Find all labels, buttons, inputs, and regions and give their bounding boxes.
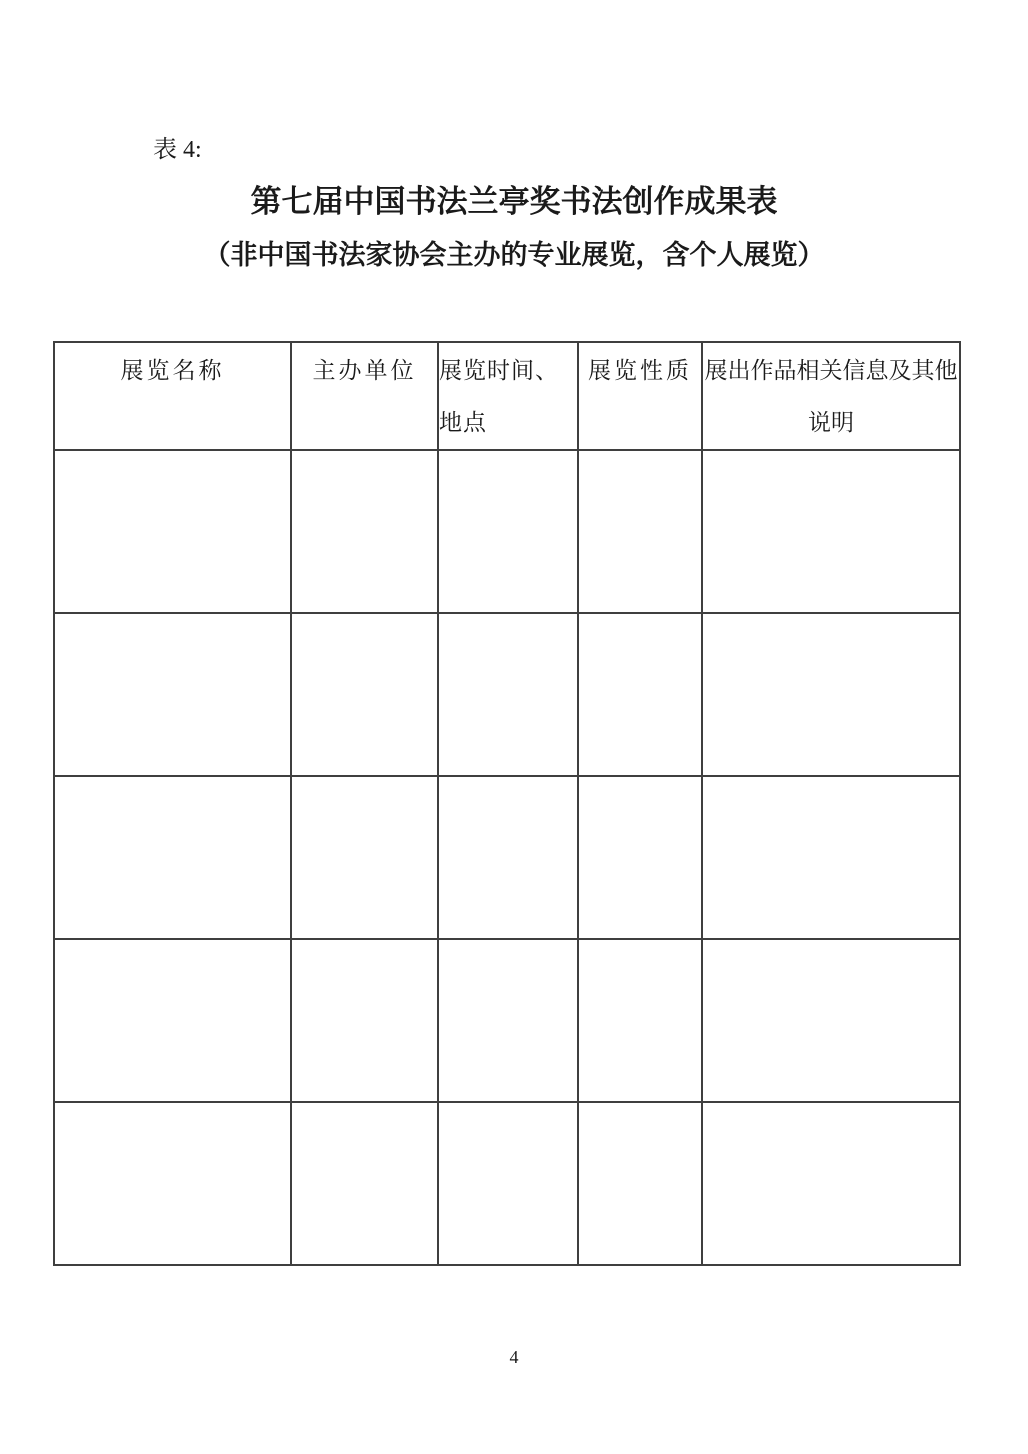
table-cell xyxy=(438,939,578,1102)
table-cell xyxy=(54,1102,291,1265)
table-cell xyxy=(702,939,960,1102)
table-cell xyxy=(54,939,291,1102)
page-number: 4 xyxy=(509,1347,519,1367)
table-cell xyxy=(291,613,438,776)
page-subtitle: （非中国书法家协会主办的专业展览，含个人展览） xyxy=(203,240,825,270)
table-row xyxy=(54,939,960,1102)
header-row xyxy=(54,342,960,450)
table-cell xyxy=(702,450,960,613)
page-title: 第七届中国书法兰亭奖书法创作成果表 xyxy=(250,184,778,219)
table-cell xyxy=(54,776,291,939)
table-label: 表 4: xyxy=(153,137,202,163)
col-header-time-location xyxy=(438,342,578,450)
col-header-organizer: 主办单位 xyxy=(291,342,438,450)
table-row xyxy=(54,1102,960,1265)
col-header-time-location-line2: 地点 xyxy=(439,410,487,435)
table-cell xyxy=(438,450,578,613)
table-cell xyxy=(702,1102,960,1265)
col-header-exhibition-name: 展览名称 xyxy=(54,342,291,450)
col-header-time-location-line1: 展览时间、 xyxy=(439,358,559,383)
table-cell xyxy=(702,776,960,939)
table-cell xyxy=(54,613,291,776)
table-cell xyxy=(438,1102,578,1265)
table-cell xyxy=(578,939,702,1102)
col-header-exhibition-nature: 展览性质 xyxy=(578,342,702,450)
table-row xyxy=(54,450,960,613)
col-header-works-related-info: 展出作品相关信息及其他说明 xyxy=(702,342,960,450)
table-cell xyxy=(578,1102,702,1265)
table-cell xyxy=(291,1102,438,1265)
table-row xyxy=(54,776,960,939)
table-cell xyxy=(291,450,438,613)
table-row xyxy=(54,613,960,776)
table-cell xyxy=(438,613,578,776)
table-cell xyxy=(578,613,702,776)
table-body xyxy=(54,450,960,1265)
table-cell xyxy=(578,450,702,613)
table-cell xyxy=(438,776,578,939)
achievements-table xyxy=(53,341,961,1266)
table-cell xyxy=(54,450,291,613)
table-cell xyxy=(702,613,960,776)
table-cell xyxy=(291,776,438,939)
table-cell xyxy=(291,939,438,1102)
table-cell xyxy=(578,776,702,939)
